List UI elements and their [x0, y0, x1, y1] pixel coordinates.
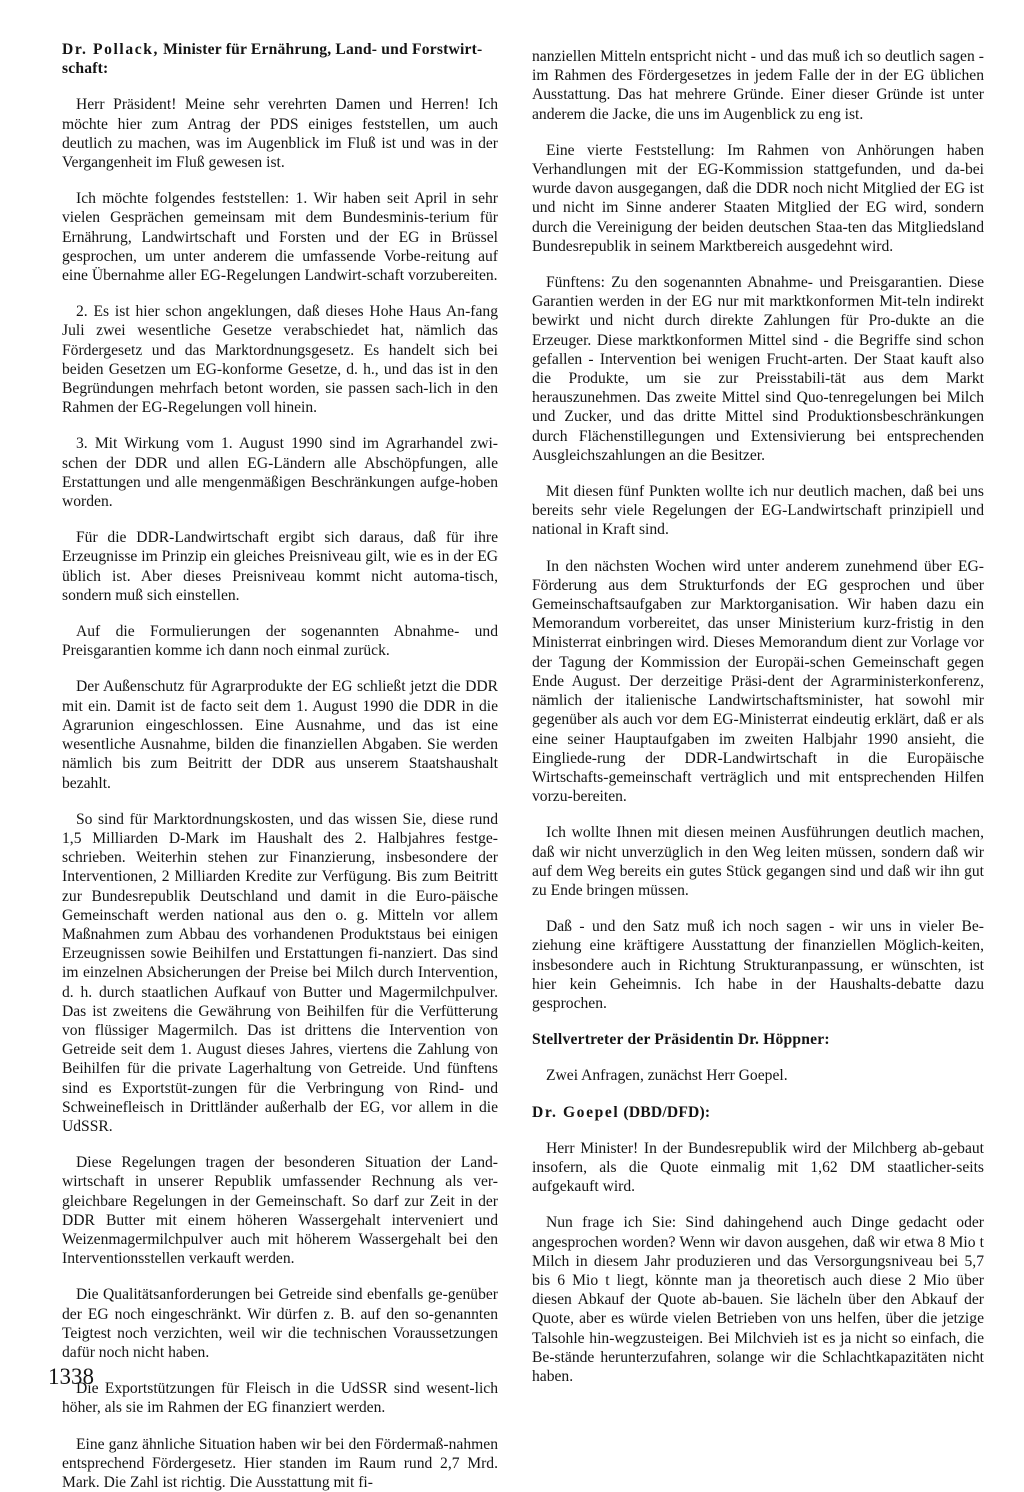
paragraph: Eine vierte Feststellung: Im Rahmen von Anhörungen haben Verhandlungen mit der EG-Kommission stattgefunden, und da-bei wurde davon ausgegangen, daß die DDR noch nicht Mitglied der EG ist und nicht im Sinne anderer Staaten Mitglied der EG wird, sondern durch die Vereinigung der beiden deutschen Staa-ten das Mitgliedsland Bundesrepublik in seinem Marktbereich ausgedehnt wird.	[532, 141, 984, 255]
paragraph: Diese Regelungen tragen der besonderen Situation der Land-wirtschaft in unserer Republik umfassender Rechnung als ver-gleichbare Regelungen in der Gemeinschaft. So darf zur Zeit in der DDR Butter mit einem höheren Wassergehalt interveniert und Weizenmagermilchpulver auch mit höherem Wassergehalt bei den Interventionsstellen verkauft werden.	[62, 1154, 498, 1268]
paragraph: 3. Mit Wirkung vom 1. August 1990 sind im Agrarhandel zwi-schen der DDR und allen EG-Ländern alle Abschöpfungen, alle Erstattungen und alle mengenmäßigen Beschränkungen aufge-hoben worden.	[62, 435, 498, 511]
paragraph: So sind für Marktordnungskosten, und das wissen Sie, diese rund 1,5 Milliarden D-Mark im Haushalt des 2. Halbjahres festge-schrieben. Weiterhin stehen zur Finanzierung, insbesondere der Interventionen, 2 Milliarden Kredite zur Verfügung. Bis zum Beitritt zur Bundesrepublik Deutschland und damit in die Euro-päische Gemeinschaft werden national aus den o. g. Mitteln vor allem Maßnahmen zum Abbau des vorhandenen Produktstaus bei einigen Erzeugnissen sowie Beihilfen und Erstattungen fi-nanziert. Das sind im einzelnen Absicherungen der Preise bei Milch durch Intervention, d. h. durch staatlichen Aufkauf von Butter und Magermilchpulver. Das ist zweitens die Gewährung von Beihilfen für die Verfütterung von flüssiger Magermilch. Das ist drittens die Intervention von Getreide seit dem 1. August dieses Jahres, viertens die Zahlung von Beihilfen für die private Lagerhaltung von Getreide. Und fünftens sind es Exportstüt-zungen für die Verbringung von Rind- und Schweinefleisch in Drittländer außerhalb der EG, vor allem in die UdSSR.	[62, 810, 498, 1135]
paragraph: Herr Minister! In der Bundesrepublik wird der Milchberg ab-gebaut insofern, als die Quote einmalig mit 1,62 DM staatlicher-seits aufgekauft wird.	[532, 1139, 984, 1196]
paragraph: Ich wollte Ihnen mit diesen meinen Ausführungen deutlich machen, daß wir nicht unverzüglich in den Weg leiten müssen, sondern daß wir auf dem Weg bereits ein gutes Stück gegangen sind und daß wir ihn gut zu Ende bringen müssen.	[532, 824, 984, 899]
paragraph: In den nächsten Wochen wird unter anderem zunehmend über EG-Förderung aus dem Strukturfonds der EG gesprochen und über Gemeinschaftsaufgaben zur Marktorganisation. Wir haben dazu ein Memorandum vorbereitet, das unser Ministerium kurz-fristig in den Ministerrat einbringen wird. Dieses Memorandum dient zur Vorlage vor der Tagung der Kommission der Europäi-schen Gemeinschaft gegen Ende August. Der derzeitige Präsi-dent der Agrarministerkonferenz, nämlich der italienische Landwirtschaftsminister, hat sowohl mir gegenüber als auch vor dem EG-Ministerrat eindeutig erklärt, daß er als eine seiner Hauptaufgaben im zweiten Halbjahr 1990 ansieht, die Eingliede-rung der DDR-Landwirtschaft in die Europäische Wirtschafts-gemeinschaft verträglich und mit entsprechenden Hilfen vorzu-bereiten.	[532, 557, 984, 806]
paragraph: Ich möchte folgendes feststellen: 1. Wir haben seit April in sehr vielen Gesprächen gemeinsam mit dem Bundesminis-terium für Ernährung, Landwirtschaft und Forsten und der EG in Brüssel gesprochen, um unter anderem die umfassende Vorbe-reitung auf eine Übernahme aller EG-Regelungen Landwirt-schaft vorzubereiten.	[62, 190, 498, 285]
paragraph: Daß - und den Satz muß ich noch sagen - wir uns in vieler Be-ziehung eine kräftigere Ausstattung der finanziellen Möglich-keiten, insbesondere auch in Richtung Strukturanpassung, er wünschten, ist hier kein Geheimnis. Ich habe in der Haushalts-debatte dazu gesprochen.	[532, 918, 984, 1012]
left-column	[62, 40, 498, 1492]
paragraph: Nun frage ich Sie: Sind dahingehend auch Dinge gedacht oder angesprochen worden? Wenn wir davon ausgehen, daß wir etwa 8 Mio t Milch in diesem Jahr produzieren und das Versorgungsniveau bei 5,7 bis 6 Mio t liegt, könnte man ja theoretisch auch diese 2 Mio über diesen Abkauf der Quote ab-bauen. Sie lächeln über den Abkauf der Quote, aber es würde vielen Betrieben von uns helfen, über die jetzige Talsohle hin-wegzusteigen. Bei Milchvieh ist es ja nicht so einfach, die Be-stände herunterzufahren, solange wir die Schlachtkapazitäten nicht haben.	[532, 1214, 984, 1385]
speaker-heading-pollack	[62, 40, 498, 78]
speaker-heading-goepel	[532, 1103, 984, 1122]
speaker-role: Stellvertreter der Präsidentin Dr. Höppner:	[532, 1031, 830, 1049]
paragraph: Für die DDR-Landwirtschaft ergibt sich daraus, daß für ihre Erzeugnisse im Prinzip ein gleiches Preisniveau gilt, wie es in der EG üblich ist. Aber dieses Preisniveau kommt nicht automa-tisch, sondern muß sich einstellen.	[62, 529, 498, 604]
speaker-name: Dr. Goepel	[532, 1103, 620, 1121]
paragraph: Fünftens: Zu den sogenannten Abnahme- und Preisgarantien. Diese Garantien werden in der EG nur mit marktkonformen Mit-teln indirekt bewirkt und nicht durch direkte Zahlungen für Pro-dukte an die Erzeuger. Diese marktkonformen Mittel sind - die Begriffe sind schon gefallen - Intervention bei wenigen Frucht-arten. Der Staat kauft also die Produkte, um sie zur Preisstabili-tät aus dem Markt herauszunehmen. Das zweite Mittel sind Quo-tenregelungen bei Milch und Zucker, und das dritte Mittel sind Produktionsbeschränkungen durch Flächenstillegungen und Extensivierung bei entsprechenden Ausgleichszahlungen an die Besitzer.	[532, 274, 984, 464]
page-number: 1338	[48, 1364, 94, 1389]
paragraph: Der Außenschutz für Agrarprodukte der EG schließt jetzt die DDR mit ein. Damit ist de facto seit dem 1. August 1990 die DDR in die Agrarunion eingeschlossen. Eine Ausnahme, und das ist eine wesentliche Ausnahme, bilden die finanziellen Abgaben. Sie werden nämlich bis zum Beitritt der DDR aus unserem Staatshaushalt bezahlt.	[62, 678, 498, 792]
right-column	[532, 47, 984, 1386]
paragraph-continuation: nanziellen Mitteln entspricht nicht - und das muß ich so deutlich sagen - im Rahmen des Fördergesetzes in jedem Falle der in der EG üblichen Ausstattung. Das hat mehrere Gründe. Einer dieser Gründe ist unter anderem die Jacke, die uns im Augenblick zu eng ist.	[532, 48, 984, 123]
paragraph: Zwei Anfragen, zunächst Herr Goepel.	[546, 1067, 788, 1085]
speaker-role: Minister für Ernährung, Land- und Forstwirt-schaft:	[62, 41, 483, 78]
paragraph: Mit diesen fünf Punkten wollte ich nur deutlich machen, daß bei uns bereits sehr viele Regelungen der EG-Landwirtschaft prinzipiell und national in Kraft sind.	[532, 483, 984, 539]
paragraph: Die Qualitätsanforderungen bei Getreide sind ebenfalls ge-genüber der EG noch eingeschränkt. Wir dürfen z. B. auf den so-genannten Teigtest noch verzichten, weil wir die technischen Voraussetzungen dafür noch nicht haben.	[62, 1286, 498, 1361]
paragraph: Auf die Formulierungen der sogenannten Abnahme- und Preisgarantien komme ich dann noch einmal zurück.	[62, 623, 498, 660]
speaker-name: Dr. Pollack,	[62, 41, 160, 58]
paragraph: Eine ganz ähnliche Situation haben wir bei den Fördermaß-nahmen entsprechend Fördergesetz. Hier standen im Raum rund 2,7 Mrd. Mark. Die Zahl ist richtig. Die Ausstattung mit fi-	[62, 1435, 498, 1491]
paragraph: 2. Es ist hier schon angeklungen, daß dieses Hohe Haus An-fang Juli zwei wesentliche Gesetze verabschiedet hat, nämlich das Fördergesetz und das Marktordnungsgesetz. Es handelt sich bei beiden Gesetzen um EG-konforme Gesetze, d. h., und das ist in den Begründungen mehrfach betont worden, sie passen sach-lich in den Rahmen der EG-Regelungen voll hinein.	[62, 303, 498, 417]
paragraph: Die Exportstützungen für Fleisch in die UdSSR sind wesent-lich höher, als sie im Rahmen der EG finanziert werden.	[62, 1380, 498, 1417]
speaker-heading-hoeppner	[532, 1030, 984, 1049]
paragraph: Herr Präsident! Meine sehr verehrten Damen und Herren! Ich möchte hier zum Antrag der PDS einiges feststellen, um auch deutlich zu machen, was im Augenblick im Fluß ist und was in der Vergangenheit im Fluß gewesen ist.	[62, 96, 498, 172]
speaker-role: (DBD/DFD):	[619, 1103, 711, 1121]
